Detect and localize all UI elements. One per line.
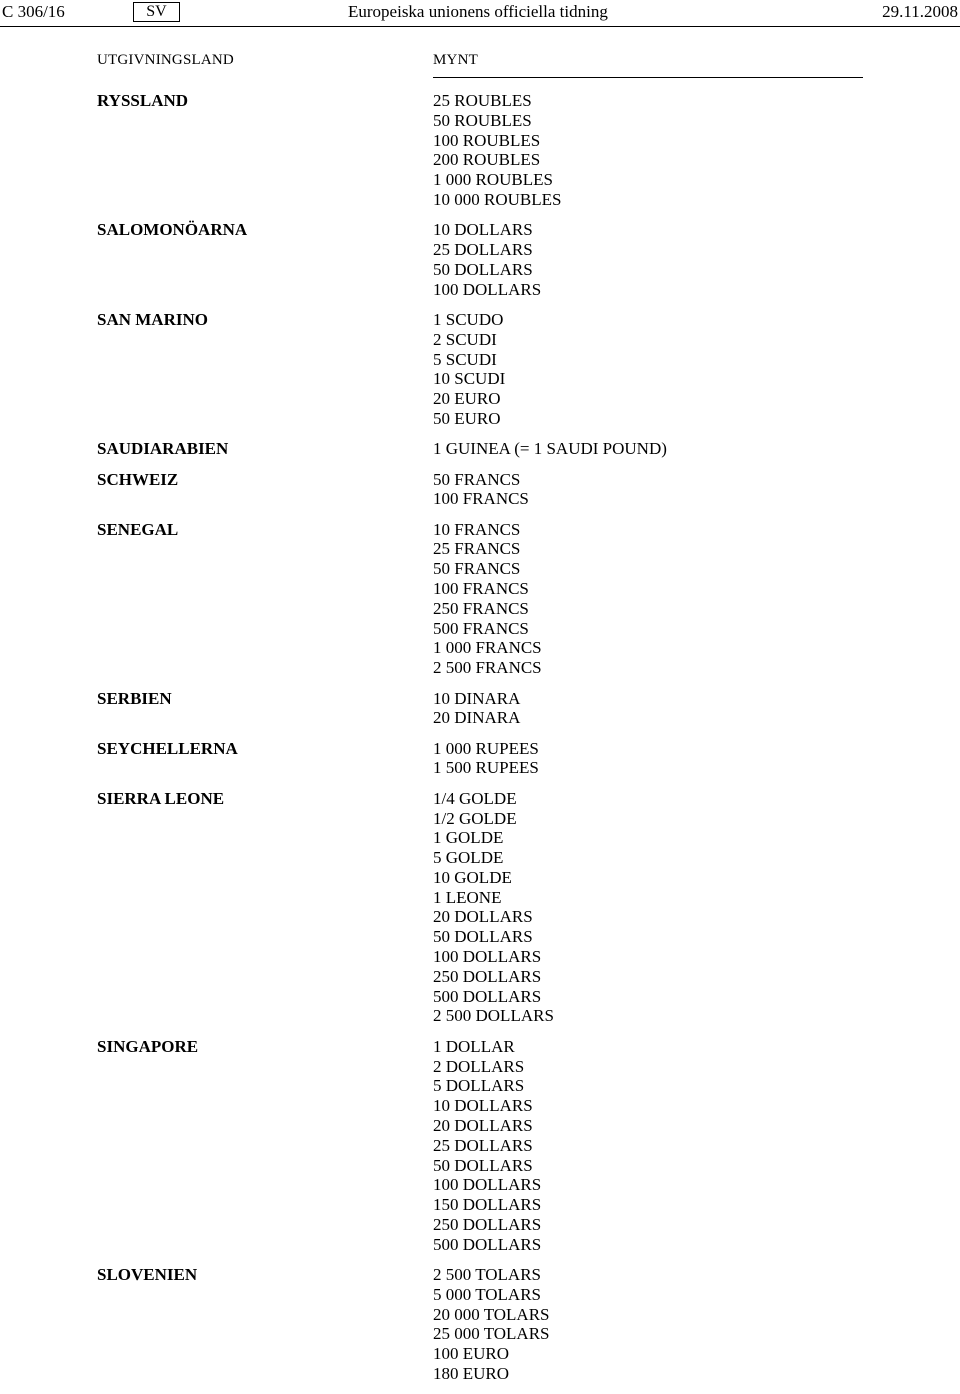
country-name: RYSSLAND	[97, 91, 189, 110]
coin-list	[433, 1037, 960, 1255]
coin-denomination: 1 000 ROUBLES	[433, 170, 553, 190]
coin-denomination: 25 FRANCS	[433, 539, 521, 559]
column-header-divider	[433, 77, 863, 78]
table-row	[0, 789, 960, 1027]
coin-denomination: 25 DOLLARS	[433, 240, 533, 260]
coin-list	[433, 1265, 960, 1384]
journal-reference: C 306/16	[2, 2, 65, 21]
coin-denomination: 1 000 RUPEES	[433, 738, 539, 758]
table-row	[0, 739, 960, 779]
coin-denomination: 5 SCUDI	[433, 349, 497, 369]
coin-list	[433, 220, 960, 299]
coin-denomination: 1/4 GOLDE	[433, 788, 517, 808]
country-name: SLOVENIEN	[97, 1265, 198, 1285]
coin-list	[433, 439, 960, 459]
coin-denomination: 20 EURO	[433, 389, 501, 409]
coin-denomination: 20 DOLLARS	[433, 1115, 533, 1135]
coin-denomination: 50 DOLLARS	[433, 1155, 533, 1175]
coin-denomination: 1 500 RUPEES	[433, 758, 539, 778]
language-badge: SV	[133, 2, 180, 22]
coin-denomination: 1 GUINEA (= 1 SAUDI POUND)	[433, 439, 667, 459]
coin-table	[0, 91, 960, 1394]
coin-denomination: 10 DOLLARS	[433, 220, 533, 240]
coin-denomination: 100 FRANCS	[433, 579, 529, 599]
coin-list	[433, 310, 960, 429]
coin-denomination: 25 000 TOLARS	[433, 1324, 550, 1344]
country-name: SAUDIARABIEN	[97, 439, 229, 459]
coin-denomination: 500 FRANCS	[433, 618, 529, 638]
coin-denomination: 5 000 TOLARS	[433, 1284, 542, 1304]
country-name: SINGAPORE	[97, 1036, 199, 1056]
publication-date: 29.11.2008	[882, 2, 958, 21]
country-name: SIERRA LEONE	[97, 788, 225, 808]
column-header-coin: MYNT	[433, 52, 478, 68]
coin-denomination: 150 DOLLARS	[433, 1195, 542, 1215]
coin-list	[433, 689, 960, 729]
coin-denomination: 1 GOLDE	[433, 828, 504, 848]
coin-denomination: 250 DOLLARS	[433, 1214, 542, 1234]
coin-denomination: 250 FRANCS	[433, 598, 529, 618]
coin-denomination: 20 DINARA	[433, 708, 521, 728]
country-name: SCHWEIZ	[97, 469, 179, 489]
coin-denomination: 20 000 TOLARS	[433, 1304, 550, 1324]
table-row	[0, 520, 960, 678]
coin-denomination: 180 EURO	[433, 1364, 510, 1384]
coin-denomination: 2 DOLLARS	[433, 1056, 525, 1076]
coin-list	[433, 470, 960, 510]
coin-denomination: 50 FRANCS	[433, 469, 521, 489]
header-divider	[0, 26, 960, 27]
coin-denomination: 100 DOLLARS	[433, 1175, 542, 1195]
coin-denomination: 2 500 TOLARS	[433, 1265, 542, 1285]
coin-denomination: 100 DOLLARS	[433, 279, 542, 299]
table-row	[0, 439, 960, 459]
coin-denomination: 100 ROUBLES	[433, 130, 541, 150]
country-name: SAN MARINO	[97, 309, 208, 329]
coin-denomination: 500 DOLLARS	[433, 1234, 542, 1254]
table-row	[0, 310, 960, 429]
coin-denomination: 5 DOLLARS	[433, 1076, 525, 1096]
country-name: SALOMONÖARNA	[97, 220, 248, 240]
coin-denomination: 10 000 ROUBLES	[433, 189, 562, 209]
coin-denomination: 1 LEONE	[433, 887, 502, 907]
journal-title: Europeiska unionens officiella tidning	[348, 2, 608, 21]
coin-denomination: 50 FRANCS	[433, 559, 521, 579]
coin-denomination: 50 DOLLARS	[433, 259, 533, 279]
table-row	[0, 470, 960, 510]
country-name: SENEGAL	[97, 519, 179, 539]
coin-denomination: 50 DOLLARS	[433, 927, 533, 947]
coin-denomination: 10 SCUDI	[433, 369, 506, 389]
coin-denomination: 1 DOLLAR	[433, 1036, 515, 1056]
coin-denomination: 50 ROUBLES	[433, 110, 532, 130]
coin-denomination: 2 500 DOLLARS	[433, 1006, 554, 1026]
coin-denomination: 25 DOLLARS	[433, 1135, 533, 1155]
coin-list	[433, 520, 960, 678]
coin-denomination: 500 DOLLARS	[433, 986, 542, 1006]
table-row	[0, 1265, 960, 1384]
country-name: SERBIEN	[97, 688, 172, 708]
coin-list	[433, 91, 960, 210]
coin-denomination: 10 GOLDE	[433, 867, 512, 887]
table-row	[0, 220, 960, 299]
coin-denomination: 100 FRANCS	[433, 489, 529, 509]
page-header	[0, 0, 960, 28]
table-row	[0, 689, 960, 729]
table-row	[0, 1037, 960, 1255]
table-row	[0, 91, 960, 210]
coin-denomination: 20 DOLLARS	[433, 907, 533, 927]
coin-denomination: 100 DOLLARS	[433, 947, 542, 967]
coin-denomination: 2 SCUDI	[433, 329, 497, 349]
country-name: SEYCHELLERNA	[97, 738, 238, 758]
coin-denomination: 2 500 FRANCS	[433, 658, 542, 678]
coin-denomination: 1/2 GOLDE	[433, 808, 517, 828]
coin-denomination: 100 EURO	[433, 1344, 510, 1364]
coin-denomination: 25 ROUBLES	[433, 91, 532, 110]
coin-denomination: 200 ROUBLES	[433, 150, 541, 170]
coin-denomination: 10 FRANCS	[433, 519, 521, 539]
coin-denomination: 250 DOLLARS	[433, 966, 542, 986]
column-header-country: UTGIVNINGSLAND	[97, 52, 234, 68]
coin-denomination: 50 EURO	[433, 408, 501, 428]
coin-denomination: 1 SCUDO	[433, 309, 504, 329]
coin-denomination: 10 DOLLARS	[433, 1096, 533, 1116]
coin-denomination: 10 DINARA	[433, 688, 521, 708]
coin-denomination: 1 000 FRANCS	[433, 638, 542, 658]
coin-list	[433, 739, 960, 779]
coin-list	[433, 789, 960, 1027]
coin-denomination: 5 GOLDE	[433, 848, 504, 868]
